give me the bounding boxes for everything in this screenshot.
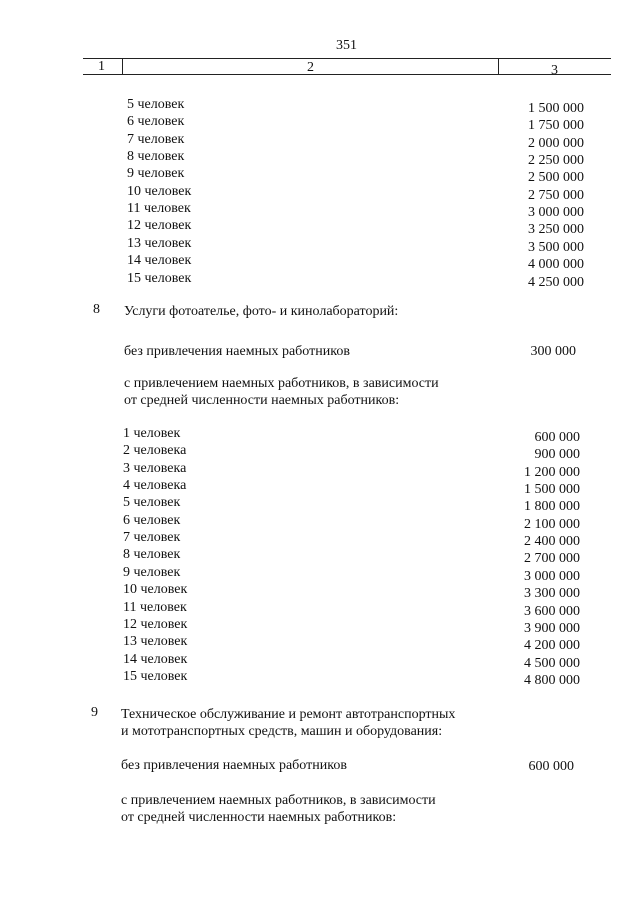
row-value: 4 200 000 xyxy=(524,638,580,654)
section-9-number: 9 xyxy=(91,705,98,720)
row-label: 10 человек xyxy=(127,183,192,199)
row-value: 3 500 000 xyxy=(528,239,584,255)
section-8-with-workers-line1: с привлечением наемных работников, в зависимости xyxy=(124,376,439,391)
header-divider-2 xyxy=(498,58,499,75)
page-number: 351 xyxy=(336,38,357,53)
row-label: 14 человек xyxy=(127,253,192,269)
section-8-title: Услуги фотоателье, фото- и кинолабораторий: xyxy=(124,304,399,319)
row-value: 2 100 000 xyxy=(524,516,580,532)
row-label: 6 человек xyxy=(127,114,185,130)
header-col-2: 2 xyxy=(307,60,314,75)
row-value: 1 500 000 xyxy=(528,101,584,116)
row-value: 2 250 000 xyxy=(528,153,584,169)
row-label: 13 человек xyxy=(123,634,188,650)
row-label: 12 человек xyxy=(127,218,192,234)
row-value: 1 500 000 xyxy=(524,482,580,498)
section-9-no-workers-value: 600 000 xyxy=(528,759,574,774)
row-value: 1 750 000 xyxy=(528,118,584,134)
row-value: 4 250 000 xyxy=(528,274,584,290)
header-col-3: 3 xyxy=(551,63,558,78)
section-9-no-workers-label: без привлечения наемных работников xyxy=(121,758,347,773)
section-9-title-line2: и мототранспортных средств, машин и оборудования: xyxy=(121,724,443,739)
row-label: 11 человек xyxy=(123,599,187,615)
row-label: 10 человек xyxy=(123,582,188,598)
header-divider-1 xyxy=(122,58,123,75)
row-value: 3 000 000 xyxy=(524,568,580,584)
row-value: 900 000 xyxy=(534,447,580,463)
row-label: 9 человек xyxy=(127,166,185,182)
section-9-with-workers-line1: с привлечением наемных работников, в зависимости xyxy=(121,793,436,808)
row-label: 15 человек xyxy=(127,270,192,286)
row-label: 7 человек xyxy=(123,530,181,546)
row-label: 13 человек xyxy=(127,235,192,251)
row-label: 15 человек xyxy=(123,668,188,684)
row-label: 1 человек xyxy=(123,426,181,441)
section-8-no-workers-value: 300 000 xyxy=(530,344,576,359)
header-top-rule xyxy=(83,58,611,59)
row-value: 1 800 000 xyxy=(524,499,580,515)
section-9-title-line1: Техническое обслуживание и ремонт автотранспортных xyxy=(121,707,456,722)
section-8-with-workers-line2: от средней численности наемных работников: xyxy=(124,393,400,408)
header-col-1: 1 xyxy=(98,59,105,74)
row-label: 12 человек xyxy=(123,616,188,632)
row-value: 2 400 000 xyxy=(524,534,580,550)
section-8-number: 8 xyxy=(93,302,100,317)
section-8-no-workers-label: без привлечения наемных работников xyxy=(124,344,350,359)
row-value: 2 700 000 xyxy=(524,551,580,567)
row-value: 2 750 000 xyxy=(528,187,584,203)
row-label: 8 человек xyxy=(123,547,181,563)
row-value: 2 500 000 xyxy=(528,170,584,186)
row-label: 7 человек xyxy=(127,131,185,147)
row-value: 1 200 000 xyxy=(524,464,580,480)
row-label: 5 человек xyxy=(127,97,185,112)
row-value: 600 000 xyxy=(534,430,580,445)
row-label: 6 человек xyxy=(123,512,181,528)
row-label: 3 человека xyxy=(123,460,187,476)
row-value: 3 900 000 xyxy=(524,620,580,636)
row-value: 3 600 000 xyxy=(524,603,580,619)
row-value: 3 000 000 xyxy=(528,205,584,221)
row-value: 4 000 000 xyxy=(528,257,584,273)
row-value: 3 300 000 xyxy=(524,586,580,602)
row-value: 3 250 000 xyxy=(528,222,584,238)
header-bottom-rule xyxy=(83,74,611,75)
row-label: 5 человек xyxy=(123,495,181,511)
row-label: 2 человека xyxy=(123,443,187,459)
row-label: 4 человека xyxy=(123,478,187,494)
row-label: 11 человек xyxy=(127,201,191,217)
row-value: 4 500 000 xyxy=(524,655,580,671)
row-label: 8 человек xyxy=(127,149,185,165)
row-label: 9 человек xyxy=(123,564,181,580)
row-value: 4 800 000 xyxy=(524,672,580,688)
row-value: 2 000 000 xyxy=(528,135,584,151)
section-9-with-workers-line2: от средней численности наемных работников: xyxy=(121,810,397,825)
row-label: 14 человек xyxy=(123,651,188,667)
